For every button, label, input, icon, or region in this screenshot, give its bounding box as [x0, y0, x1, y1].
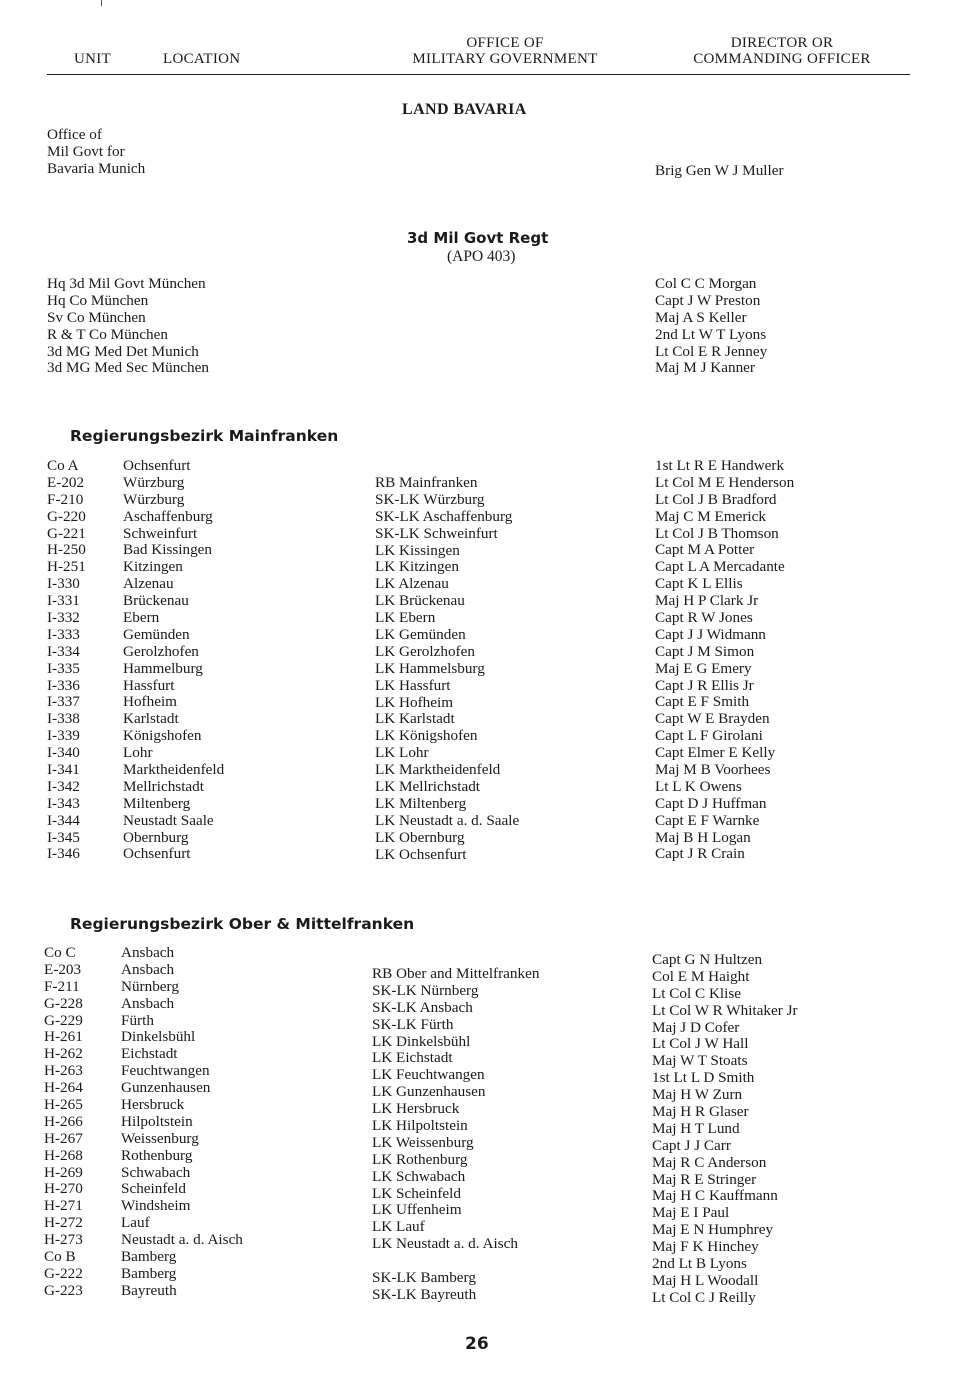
officer-cell: Capt E F Smith [655, 693, 750, 711]
location-cell: Kitzingen [123, 558, 183, 576]
location-cell: Mellrichstadt [123, 777, 204, 795]
regt-unit-row: Sv Co München [47, 308, 146, 326]
office-cell: LK Schwabach [372, 1167, 466, 1185]
land-director: Brig Gen W J Muller [655, 162, 784, 179]
unit-cell: F-210 [47, 490, 84, 508]
regt-units [47, 276, 209, 377]
regt-officer-row: Maj A S Keller [655, 308, 747, 326]
unit-cell: H-264 [44, 1079, 83, 1097]
location-cell: Ansbach [121, 994, 175, 1012]
office-cell: LK Eichstadt [372, 1049, 453, 1067]
office-cell: LK Ochsenfurt [375, 845, 467, 863]
officer-cell: Capt M A Potter [655, 541, 755, 559]
regt-title: 3d Mil Govt Regt [407, 229, 549, 247]
header-rule [47, 74, 910, 75]
oberfranken-offices [372, 966, 539, 1253]
location-cell: Brückenau [123, 592, 189, 610]
unit-cell: I-334 [47, 642, 80, 660]
location-cell: Neustadt Saale [123, 811, 214, 829]
unit-cell: I-346 [47, 845, 80, 863]
regt-unit-row: 3d MG Med Sec München [47, 359, 209, 377]
unit-cell: I-336 [47, 676, 80, 694]
regt-officer-row: 2nd Lt W T Lyons [655, 325, 767, 343]
unit-cell: I-342 [47, 777, 80, 795]
unit-cell: G-221 [47, 524, 86, 542]
officer-cell: Capt J R Ellis Jr [655, 676, 754, 694]
officer-cell: Lt Col J W Hall [652, 1035, 749, 1053]
office-cell: SK-LK Fürth [372, 1015, 454, 1033]
unit-cell: H-263 [44, 1062, 83, 1080]
officer-cell: Maj C M Emerick [655, 507, 766, 525]
office-cell: LK Rothenburg [372, 1150, 468, 1168]
office-cell: LK Uffenheim [372, 1201, 462, 1219]
mainfranken-title: Regierungsbezirk Mainfranken [70, 427, 339, 445]
office-cell: LK Hofheim [375, 693, 454, 711]
officer-cell: Maj E N Humphrey [652, 1221, 774, 1239]
land-office-line: Bavaria Munich [47, 160, 146, 177]
regt-officer-row: Lt Col E R Jenney [655, 342, 768, 360]
location-cell: Ansbach [121, 960, 175, 978]
unit-cell: H-268 [44, 1146, 83, 1164]
office-cell: RB Ober and Mittelfranken [372, 965, 540, 982]
location-cell: Würzburg [123, 473, 185, 491]
officer-cell: Maj J D Cofer [652, 1018, 740, 1036]
mainfranken-locations [123, 458, 224, 863]
officer-cell: Capt L A Mercadante [655, 558, 785, 576]
officer-cell: Maj H L Woodall [652, 1271, 759, 1289]
officer-cell: Maj F K Hinchey [652, 1238, 759, 1256]
oberfranken-units [44, 945, 83, 1300]
officer-cell: Capt J J Widmann [655, 625, 766, 643]
regt-officers [655, 276, 767, 377]
officer-cell: Capt W E Brayden [655, 710, 770, 728]
location-cell: Obernburg [123, 828, 189, 846]
location-cell: Ebern [123, 609, 160, 627]
oberfranken-offices-tail [372, 1270, 476, 1304]
location-cell: Alzenau [123, 575, 174, 593]
unit-cell: G-222 [44, 1264, 83, 1282]
land-office-line: Mil Govt for [47, 143, 125, 160]
oberfranken-locations [121, 945, 243, 1300]
regt-officer-row: Capt J W Preston [655, 291, 761, 309]
location-cell: Fürth [121, 1011, 154, 1029]
unit-cell: H-273 [44, 1231, 83, 1249]
officer-cell: Lt Col C J Reilly [652, 1288, 756, 1306]
office-cell: LK Ebern [375, 609, 436, 627]
location-cell: Bamberg [121, 1264, 177, 1282]
office-cell: LK Neustadt a. d. Saale [375, 811, 520, 829]
officer-cell: Lt Col M E Henderson [655, 473, 795, 491]
officer-cell: Capt G N Hultzen [652, 951, 763, 968]
unit-cell: I-333 [47, 625, 80, 643]
unit-cell: E-203 [44, 960, 82, 978]
location-cell: Nürnberg [121, 977, 179, 995]
unit-cell: H-265 [44, 1096, 83, 1114]
officer-cell: Capt J R Crain [655, 845, 745, 863]
officer-cell: Capt L F Girolani [655, 727, 763, 745]
unit-cell: I-344 [47, 811, 80, 829]
officer-cell: Maj M B Voorhees [655, 761, 771, 779]
officer-cell: Capt K L Ellis [655, 575, 743, 593]
unit-cell: H-270 [44, 1180, 83, 1198]
regt-unit-row: Hq 3d Mil Govt München [47, 275, 206, 292]
office-cell: LK Karlstadt [375, 710, 455, 728]
officer-cell: Maj H R Glaser [652, 1103, 749, 1121]
office-cell: LK Lohr [375, 744, 429, 762]
office-cell: LK Scheinfeld [372, 1184, 461, 1202]
unit-cell: H-251 [47, 558, 86, 576]
office-cell: SK-LK Bamberg [372, 1269, 476, 1286]
header-director-line1: DIRECTOR OR [730, 35, 834, 51]
unit-cell: G-229 [44, 1011, 83, 1029]
unit-cell: H-269 [44, 1163, 83, 1181]
location-cell: Feuchtwangen [121, 1062, 210, 1080]
office-cell: LK Marktheidenfeld [375, 761, 501, 779]
office-cell: LK Alzenau [375, 575, 449, 593]
officer-cell: Lt Col J B Bradford [655, 490, 777, 508]
unit-cell: I-339 [47, 727, 80, 745]
officer-cell: Maj H P Clark Jr [655, 592, 759, 610]
office-cell: LK Obernburg [375, 828, 465, 846]
unit-cell: I-337 [47, 693, 80, 711]
officer-cell: Lt Col W R Whitaker Jr [652, 1001, 798, 1019]
unit-cell: H-262 [44, 1045, 83, 1063]
location-cell: Rothenburg [121, 1146, 193, 1164]
regt-unit-row: 3d MG Med Det Munich [47, 342, 199, 360]
unit-cell: I-338 [47, 710, 80, 728]
location-cell: Schwabach [121, 1163, 191, 1181]
oberfranken-title: Regierungsbezirk Ober & Mittelfranken [70, 915, 415, 933]
location-cell: Hersbruck [121, 1096, 185, 1114]
officer-cell: Capt J M Simon [655, 642, 755, 660]
office-cell: LK Mellrichstadt [375, 778, 481, 796]
office-cell: LK Neustadt a. d. Aisch [372, 1235, 518, 1253]
regt-unit-row: R & T Co München [47, 325, 168, 343]
officer-cell: Lt L K Owens [655, 777, 742, 795]
regt-unit-row: Hq Co München [47, 291, 149, 309]
location-cell: Schweinfurt [123, 524, 198, 542]
unit-cell: G-228 [44, 994, 83, 1012]
officer-cell: Maj R E Stringer [652, 1170, 757, 1188]
location-cell: Lauf [121, 1214, 150, 1232]
office-cell: LK Kissingen [375, 541, 460, 559]
office-cell: LK Hammelsburg [375, 659, 485, 677]
location-cell: Eichstadt [121, 1045, 178, 1063]
header-unit: UNIT [74, 51, 112, 67]
officer-cell: 1st Lt L D Smith [652, 1069, 755, 1087]
location-cell: Ochsenfurt [123, 457, 191, 474]
regt-apo: (APO 403) [447, 248, 516, 265]
office-cell: SK-LK Schweinfurt [375, 524, 498, 542]
location-cell: Gemünden [123, 625, 190, 643]
unit-cell: H-272 [44, 1214, 83, 1232]
office-cell: LK Gerolzhofen [375, 642, 475, 660]
location-cell: Windsheim [121, 1197, 191, 1215]
office-cell: LK Hassfurt [375, 676, 451, 694]
location-cell: Hassfurt [123, 676, 175, 694]
office-cell: LK Hersbruck [372, 1100, 460, 1118]
officer-cell: Maj B H Logan [655, 828, 751, 846]
location-cell: Karlstadt [123, 710, 179, 728]
office-cell: LK Gunzenhausen [372, 1083, 486, 1101]
location-cell: Gerolzhofen [123, 642, 199, 660]
location-cell: Hilpoltstein [121, 1112, 193, 1130]
officer-cell: Capt D J Huffman [655, 794, 767, 812]
header-director [672, 35, 892, 67]
mainfranken-units [47, 458, 86, 863]
unit-cell: H-250 [47, 541, 86, 559]
unit-cell: H-261 [44, 1028, 83, 1046]
header-location: LOCATION [163, 51, 241, 67]
officer-cell: Maj H T Lund [652, 1119, 740, 1137]
location-cell: Weissenburg [121, 1129, 199, 1147]
officer-cell: Maj H C Kauffmann [652, 1187, 778, 1205]
header-director-line2: COMMANDING OFFICER [693, 51, 871, 67]
location-cell: Scheinfeld [121, 1180, 186, 1198]
office-cell: LK Hilpoltstein [372, 1117, 468, 1135]
officer-cell: 2nd Lt B Lyons [652, 1255, 747, 1273]
officer-cell: Maj E G Emery [655, 659, 752, 677]
officer-cell: Lt Col J B Thomson [655, 524, 779, 542]
unit-cell: G-220 [47, 507, 86, 525]
unit-cell: I-335 [47, 659, 80, 677]
location-cell: Ansbach [121, 944, 175, 961]
unit-cell: H-267 [44, 1129, 83, 1147]
officer-cell: Capt R W Jones [655, 609, 753, 627]
mainfranken-officers [655, 458, 794, 863]
header-office-line2: MILITARY GOVERNMENT [412, 51, 598, 67]
unit-cell: F-211 [44, 977, 80, 995]
scan-mark [101, 0, 102, 6]
location-cell: Aschaffenburg [123, 507, 213, 525]
unit-cell: Co C [44, 944, 76, 961]
officer-cell: 1st Lt R E Handwerk [655, 457, 785, 474]
office-cell: LK Königshofen [375, 727, 478, 745]
office-cell: LK Miltenberg [375, 794, 467, 812]
office-cell: SK-LK Nürnberg [372, 981, 479, 999]
officer-cell: Maj R C Anderson [652, 1153, 767, 1171]
location-cell: Bamberg [121, 1248, 177, 1266]
office-cell: RB Mainfranken [375, 474, 478, 491]
officer-cell: Col E M Haight [652, 967, 750, 985]
officer-cell: Capt J J Carr [652, 1136, 731, 1154]
oberfranken-officers [652, 952, 798, 1307]
officer-cell: Lt Col C Klise [652, 984, 742, 1002]
page-number: 26 [465, 1334, 489, 1354]
office-cell: LK Brückenau [375, 592, 465, 610]
location-cell: Marktheidenfeld [123, 761, 225, 779]
officer-cell: Capt Elmer E Kelly [655, 744, 776, 762]
unit-cell: G-223 [44, 1281, 83, 1299]
unit-cell: I-343 [47, 794, 80, 812]
location-cell: Würzburg [123, 490, 185, 508]
location-cell: Bayreuth [121, 1281, 177, 1299]
unit-cell: H-271 [44, 1197, 83, 1215]
header-office [380, 35, 630, 67]
unit-cell: E-202 [47, 473, 85, 491]
location-cell: Hammelburg [123, 659, 203, 677]
land-office-block [47, 126, 145, 177]
regt-officer-row: Maj M J Kanner [655, 359, 755, 377]
office-cell: SK-LK Bayreuth [372, 1285, 477, 1303]
unit-cell: Co A [47, 457, 79, 474]
office-cell: LK Dinkelsbühl [372, 1032, 471, 1050]
location-cell: Neustadt a. d. Aisch [121, 1231, 243, 1249]
unit-cell: I-341 [47, 761, 80, 779]
location-cell: Bad Kissingen [123, 541, 213, 559]
unit-cell: I-340 [47, 744, 80, 762]
officer-cell: Maj E I Paul [652, 1204, 730, 1222]
office-cell: LK Lauf [372, 1218, 425, 1236]
unit-cell: I-331 [47, 592, 80, 610]
mainfranken-offices [375, 475, 519, 863]
unit-cell: Co B [44, 1248, 76, 1266]
office-cell: SK-LK Würzburg [375, 490, 485, 508]
officer-cell: Maj H W Zurn [652, 1086, 743, 1104]
regt-officer-row: Col C C Morgan [655, 275, 757, 292]
officer-cell: Maj W T Stoats [652, 1052, 748, 1070]
unit-cell: I-330 [47, 575, 80, 593]
header-office-line1: OFFICE OF [466, 35, 544, 51]
location-cell: Ochsenfurt [123, 845, 191, 863]
unit-cell: H-266 [44, 1112, 83, 1130]
office-cell: LK Gemünden [375, 626, 466, 644]
unit-cell: I-345 [47, 828, 80, 846]
office-cell: LK Kitzingen [375, 558, 459, 576]
location-cell: Dinkelsbühl [121, 1028, 196, 1046]
land-title: LAND BAVARIA [402, 101, 527, 118]
location-cell: Lohr [123, 744, 153, 762]
land-office-line: Office of [47, 126, 102, 143]
location-cell: Miltenberg [123, 794, 191, 812]
location-cell: Hofheim [123, 693, 177, 711]
office-cell: LK Feuchtwangen [372, 1066, 485, 1084]
officer-cell: Capt E F Warnke [655, 811, 760, 829]
location-cell: Königshofen [123, 727, 202, 745]
location-cell: Gunzenhausen [121, 1079, 211, 1097]
office-cell: LK Weissenburg [372, 1133, 474, 1151]
office-cell: SK-LK Aschaffenburg [375, 507, 513, 525]
unit-cell: I-332 [47, 609, 80, 627]
office-cell: SK-LK Ansbach [372, 998, 473, 1016]
